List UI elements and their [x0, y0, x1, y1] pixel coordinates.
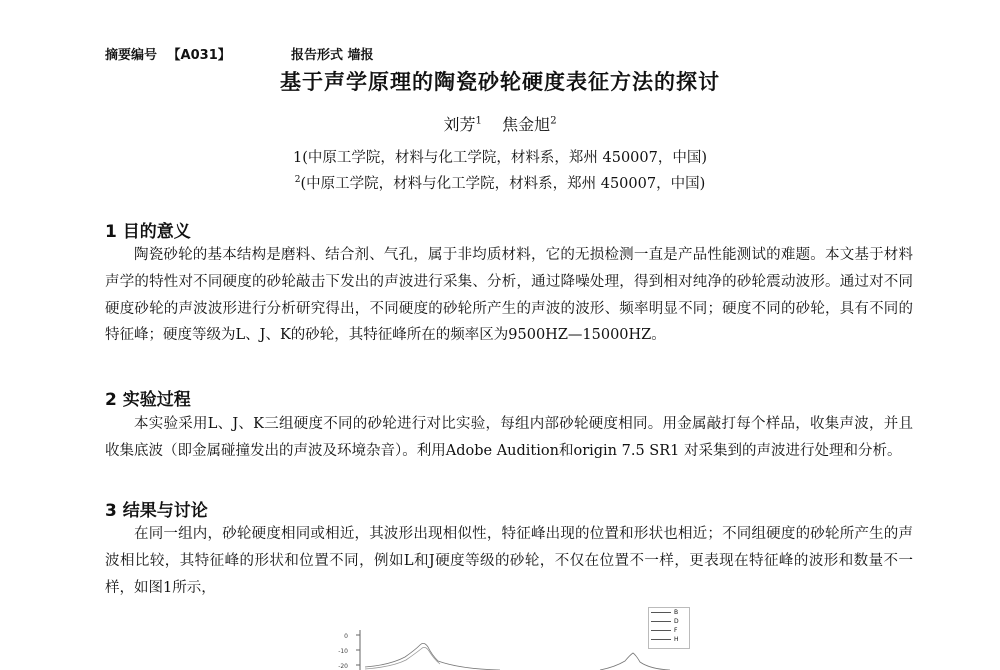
affiliation — [0, 172, 1000, 193]
author-sup: 1 — [475, 115, 482, 127]
authors — [0, 112, 1000, 135]
report-form: 报告形式 墙报 — [291, 48, 374, 63]
legend-label: B — [674, 609, 679, 616]
legend-item — [649, 617, 689, 626]
legend-label: H — [674, 636, 679, 643]
abstract-meta — [105, 44, 374, 63]
section-heading: 3 结果与讨论 — [105, 501, 208, 521]
legend-item — [649, 608, 689, 617]
legend-label: D — [674, 618, 679, 625]
abstract-label: 摘要编号 — [105, 48, 158, 63]
legend-item — [649, 635, 689, 644]
figure-tick-label: -10 — [338, 648, 348, 655]
figure-tick-label: -20 — [338, 663, 348, 670]
author-name: 焦金旭 — [502, 115, 551, 134]
affiliation — [0, 146, 1000, 167]
affiliation-text: (中原工学院，材料与化工学院，材料系，郑州 450007，中国) — [300, 176, 706, 192]
figure-tick-label: 0 — [344, 633, 348, 640]
legend-item — [649, 626, 689, 635]
section-heading: 2 实验过程 — [105, 390, 191, 410]
affiliation-sup: 2 — [294, 175, 301, 186]
figure-waveform — [320, 605, 700, 670]
section-paragraph: 本实验采用L、J、K三组硬度不同的砂轮进行对比实验，每组内部砂轮硬度相同。用金属敲打每个样品，收集声波，并且收集底波（即金属碰撞发出的声波及环境杂音）。利用Adobe Audition和origin 7.5 SR1 对采集到的声波进行处理和分析。 — [105, 416, 913, 459]
affiliation-text: 1(中原工学院，材料与化工学院，材料系，郑州 450007，中国) — [293, 150, 707, 166]
section-heading: 1 目的意义 — [105, 222, 191, 242]
author-name: 刘芳 — [443, 115, 476, 134]
legend-label: F — [674, 627, 678, 634]
section-paragraph: 陶瓷砂轮的基本结构是磨料、结合剂、气孔，属于非均质材料，它的无损检测一直是产品性能测试的难题。本文基于材料声学的特性对不同硬度的砂轮敲击下发出的声波进行采集、分析，通过降噪处理，得到相对纯净的砂轮震动波形。通过对不同硬度砂轮的声波波形进行分析研究得出，不同硬度的砂轮所产生的声波的波形、频率明显不同；硬度不同的砂轮，具有不同的特征峰；硬度等级为L、J、K的砂轮，其特征峰所在的频率区为9500HZ—15000HZ。 — [105, 247, 913, 344]
figure-curve — [600, 653, 670, 670]
figure-legend — [648, 607, 690, 649]
abstract-id: 【A031】 — [167, 48, 231, 63]
paper-title: 基于声学原理的陶瓷砂轮硬度表征方法的探讨 — [280, 70, 720, 94]
section-paragraph: 在同一组内，砂轮硬度相同或相近，其波形出现相似性，特征峰出现的位置和形状也相近；不同组硬度的砂轮所产生的声波相比较，其特征峰的形状和位置不同，例如L和J硬度等级的砂轮，不仅在位置不一样，更表现在特征峰的波形和数量不一样，如图1所示， — [105, 526, 913, 596]
author-sup: 2 — [550, 115, 557, 127]
